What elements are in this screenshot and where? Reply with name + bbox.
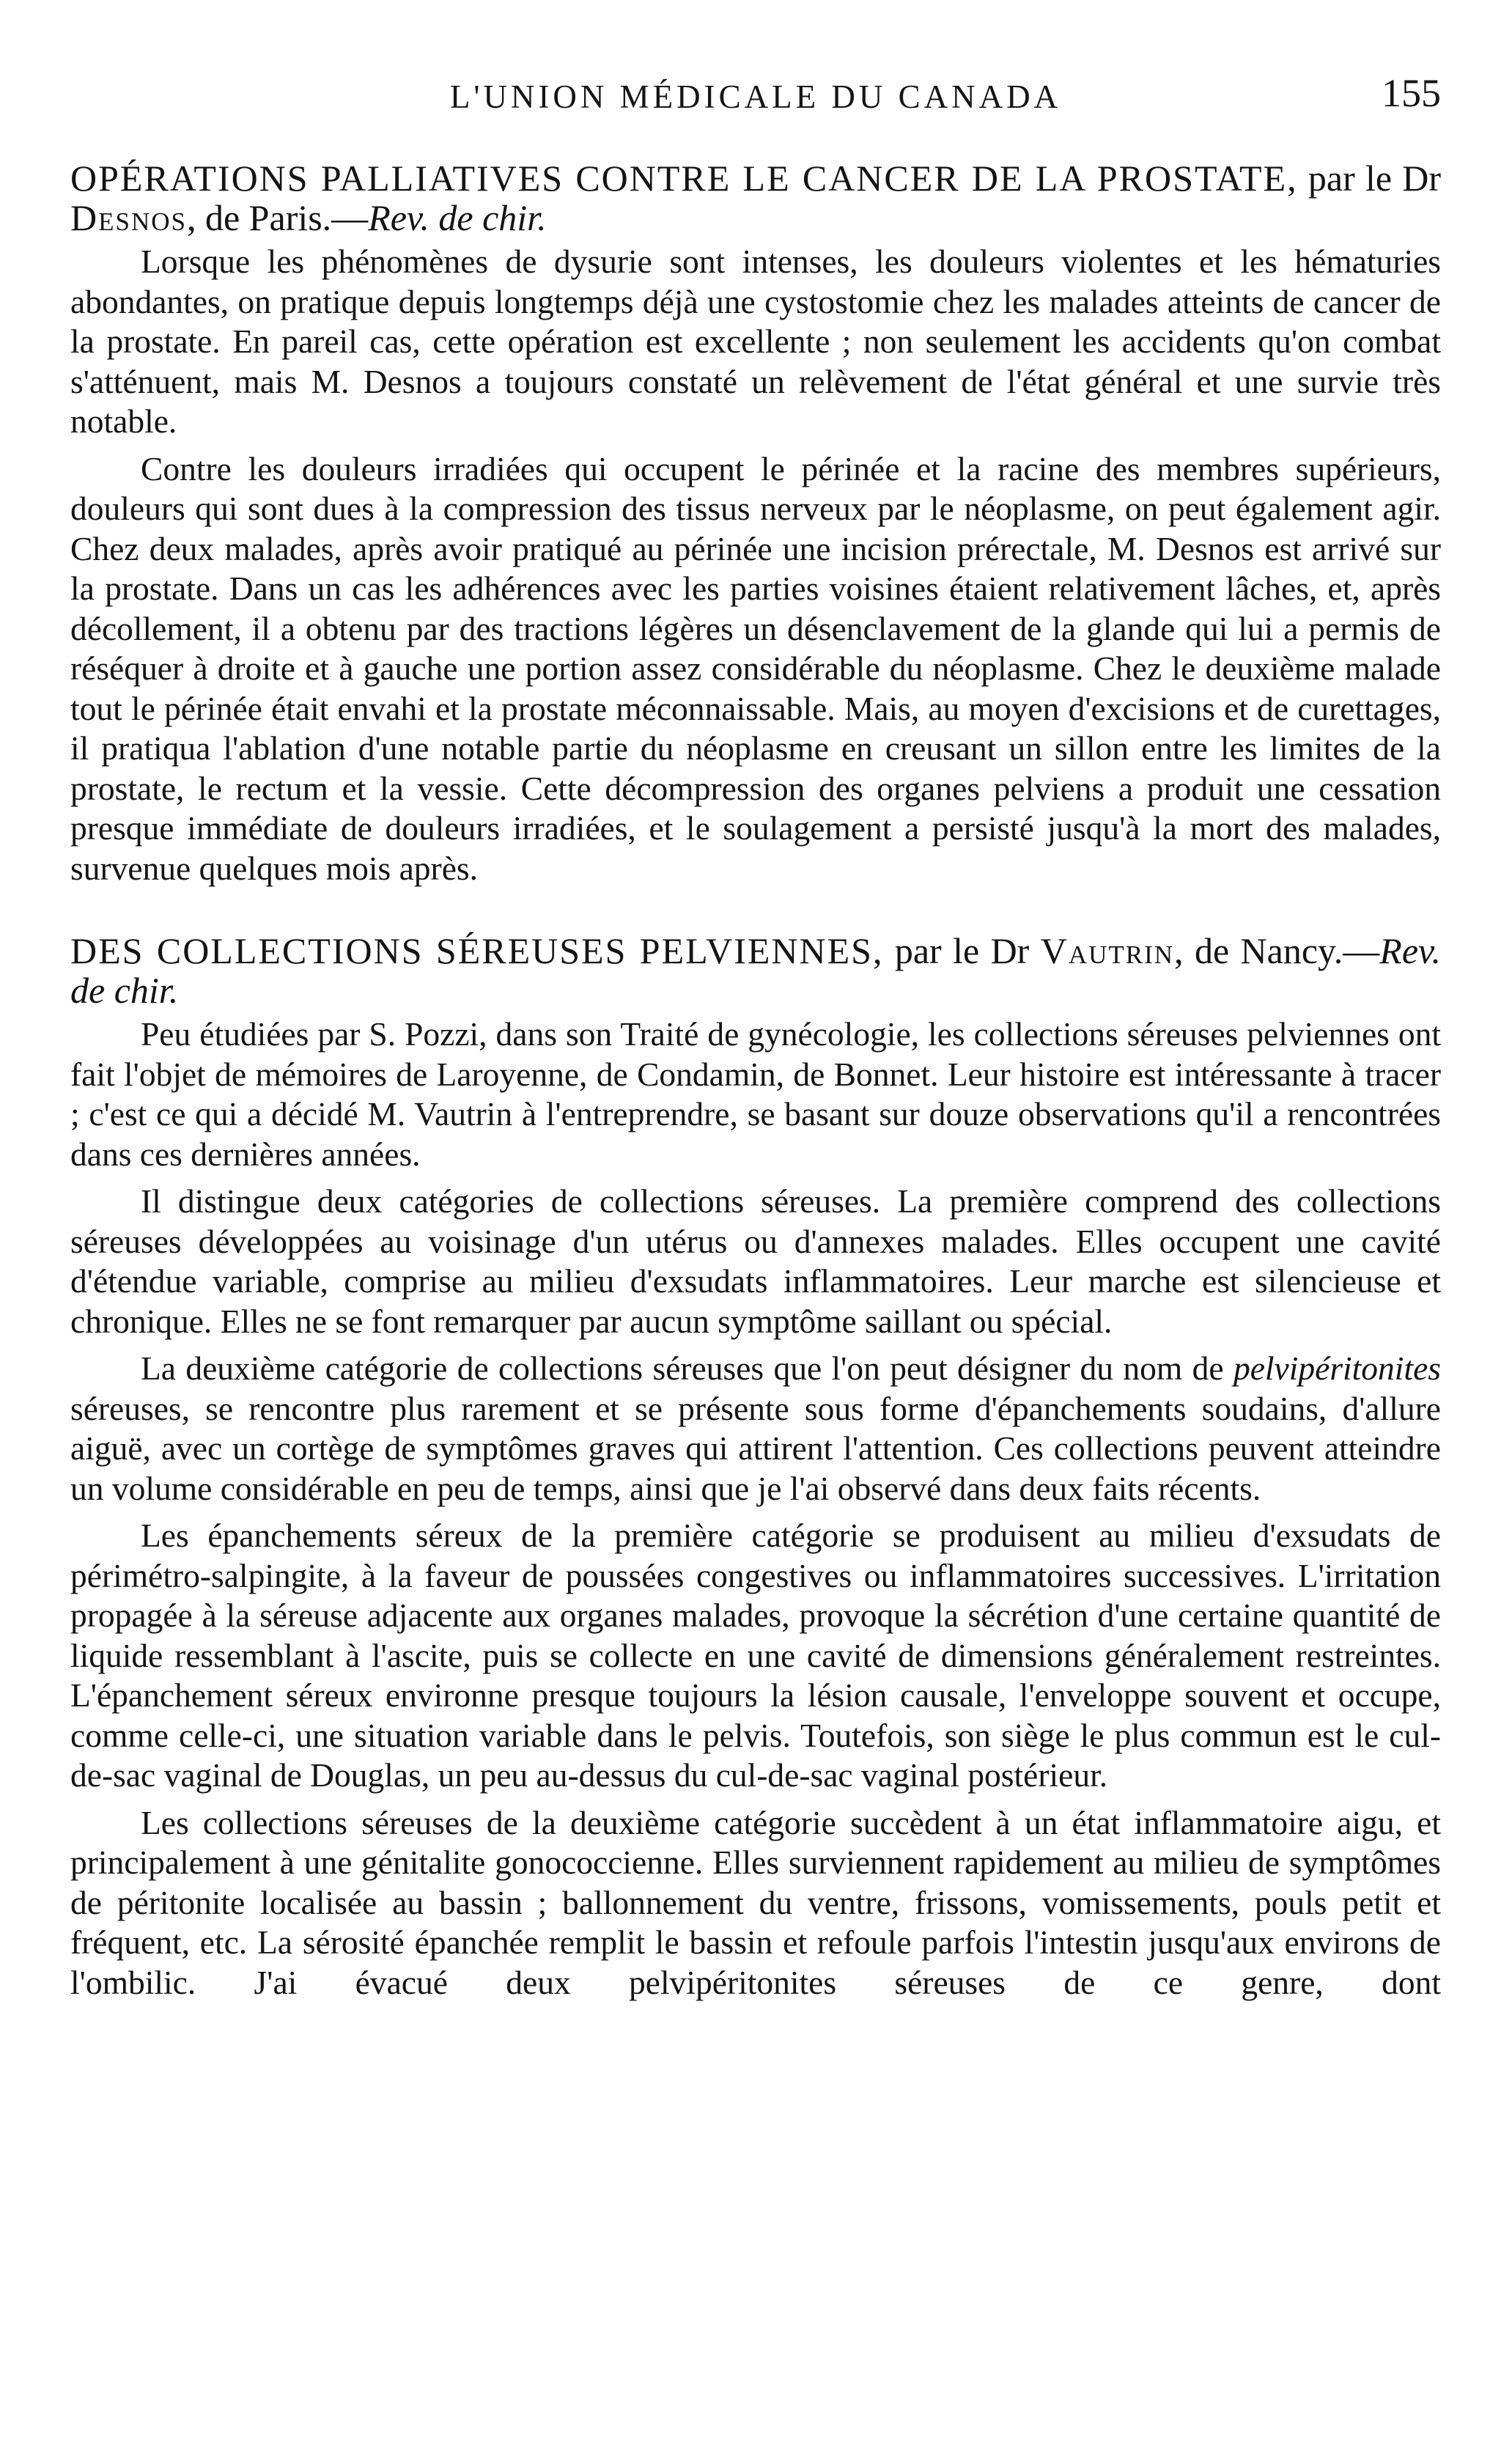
byline-prefix: par le Dr [894,930,1030,971]
journal-page [70,70,1441,2401]
byline-suffix: , de Nancy.— [1174,930,1380,971]
paragraph: Il distingue deux catégories de collections séreuses. La première comprend des collections séreuses développées au voisinage d'un utérus ou d'annexes malades. Elles occupent une cavité d'étendue variable, comprise au milieu d'exsudats inflammatoires. Leur marche est silencieuse et chronique. Elles ne se font remarquer par aucun symptôme saillant ou spécial. [70,1182,1441,1340]
article-heading [70,931,1441,1010]
source-journal: Rev. de chir. [368,197,547,238]
paragraph: Les collections séreuses de la deuxième catégorie succèdent à un état inflammatoire aigu, et principalement à une génitalite gonococcienne. Elles surviennent rapidement au milieu de symptômes de péritonite localisée au bassin ; ballonnement du ventre, frissons, vomissements, pouls petit et fréquent, etc. La sérosité épanchée remplit le bassin et refoule parfois l'intestin jusqu'aux environs de l'ombilic. J'ai évacué deux pelvipéritonites séreuses de ce genre, dont [70,1803,1441,2001]
source-journal: Rev. de chir. [70,930,1441,1011]
article-prostate-cancer [70,158,1441,888]
paragraph [70,1349,1441,1509]
article-title: DES COLLECTIONS SÉREUSES PELVIENNES, [70,930,884,971]
byline-suffix: , de Paris.— [186,197,369,238]
paragraph: Lorsque les phénomènes de dysurie sont intenses, les douleurs violentes et les hématuries abondantes, on pratique depuis longtemps déjà une cystostomie chez les malades atteints de cancer de la prostate. En pareil cas, cette opération est excellente ; non seulement les accidents qu'on combat s'atténuent, mais M. Desnos a toujours constaté un relèvement de l'état général et une survie très notable. [70,243,1441,440]
article-heading [70,158,1441,237]
running-head [70,70,1441,129]
paragraph: Les épanchements séreux de la première catégorie se produisent au milieu d'exsudats de périmétro-salpingite, à la faveur de poussées congestives ou inflammatoires successives. L'irritation propagée à la séreuse adjacente aux organes malades, provoque la sécrétion d'une certaine quantité de liquide ressemblant à l'ascite, puis se collecte en une cavité de dimensions généralement restreintes. L'épanchement séreux environne presque toujours la lésion causale, l'enveloppe souvent et occupe, comme celle-ci, une situation variable dans le pelvis. Toutefois, son siège le plus commun est le cul-de-sac vaginal de Douglas, un peu au-dessus du cul-de-sac vaginal postérieur. [70,1517,1441,1794]
article-title: OPÉRATIONS PALLIATIVES CONTRE LE CANCER DE LA PROSTATE, [70,158,1298,199]
byline-prefix: par le Dr [1308,158,1442,199]
paragraph: Peu étudiées par S. Pozzi, dans son Traité de gynécologie, les collections séreuses pelviennes ont fait l'objet de mémoires de Laroyenne, de Condamin, de Bonnet. Leur histoire est intéressante à tracer ; c'est ce qui a décidé M. Vautrin à l'entreprendre, se basant sur douze observations qu'il a rencontrées dans ces dernières années. [70,1015,1441,1173]
author-name: Desnos [70,197,187,238]
running-title: L'UNION MÉDICALE DU CANADA [449,78,1062,115]
page-number: 155 [1382,71,1441,115]
article-pelvic-collections [70,931,1441,2003]
paragraph: Contre les douleurs irradiées qui occupent le périnée et la racine des membres supérieurs, douleurs qui sont dues à la compression des tissus nerveux par le néoplasme, on peut également agir. Chez deux malades, après avoir pratiqué au périnée une incision prérectale, M. Desnos est arrivé sur la prostate. Dans un cas les adhérences avec les parties voisines étaient relativement lâches, et, après décollement, il a obtenu par des tractions légères un désenclavement de la glande qui lui a permis de réséquer à droite et à gauche une portion assez considérable du néoplasme. Chez le deuxième malade tout le périnée était envahi et la prostate méconnaissable. Mais, au moyen d'excisions et de curettages, il pratiqua l'ablation d'une notable partie du néoplasme en creusant un sillon entre les limites de la prostate, le rectum et la vessie. Cette décompression des organes pelviens a produit une cessation presque immédiate de douleurs irradiées, et le soulagement a persisté jusqu'à la mort des malades, survenue quelques mois après. [70,449,1441,887]
paragraph-text: séreuses, se rencontre plus rarement et se présente sous forme d'épanchements soudains, d'allure aiguë, avec un cortège de symptômes graves qui attirent l'attention. Ces collections peuvent atteindre un volume considérable en peu de temps, ainsi que je l'ai observé dans deux faits récents. [70,1389,1441,1507]
author-name: Vautrin [1040,930,1175,971]
paragraph-text: La deuxième catégorie de collections séreuses que l'on peut désigner du nom de [141,1349,1233,1387]
italic-term: pelvipéritonites [1233,1349,1441,1387]
